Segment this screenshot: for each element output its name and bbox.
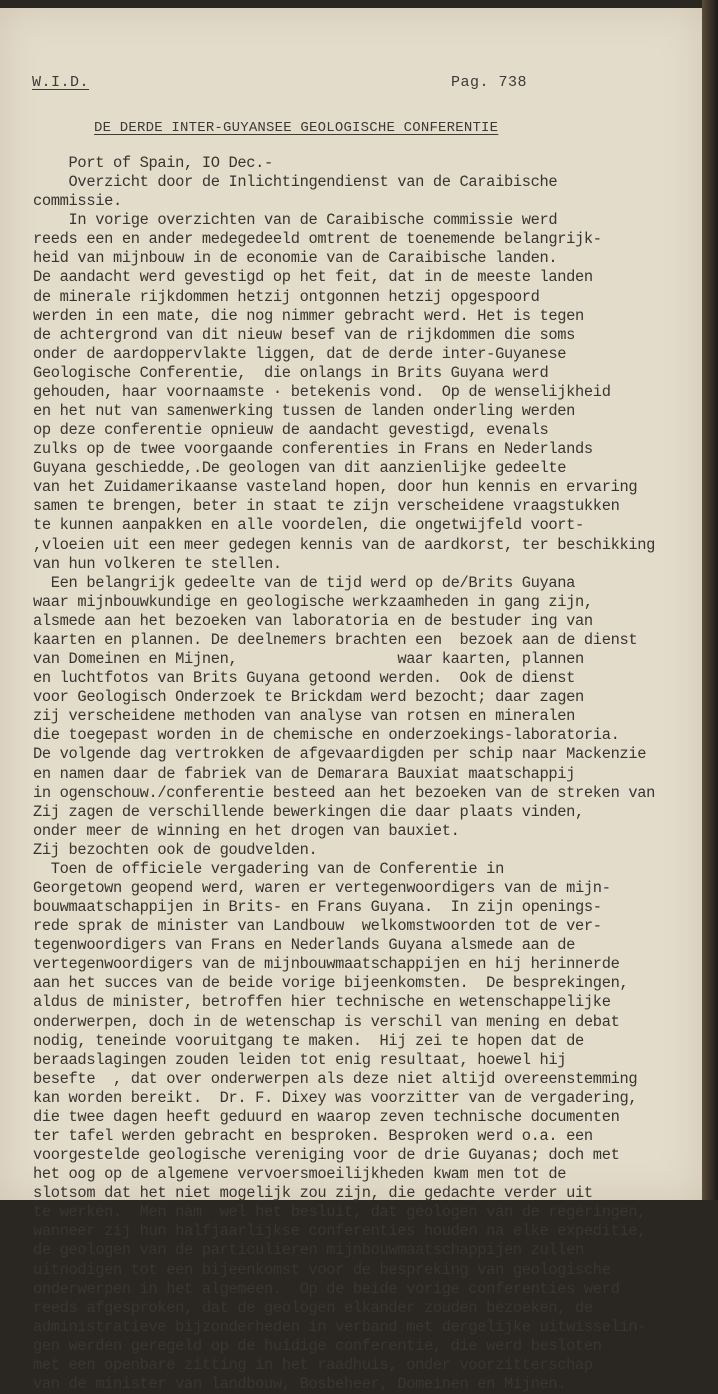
text-line: waar mijnbouwkundige en geologische werkzaamheden in gang zijn, <box>33 592 593 611</box>
text-line: aldus de minister, betroffen hier technische en wetenschappelijke <box>33 993 611 1012</box>
text-line: te kunnen aanpakken en alle voordelen, die ongetwijfeld voort- <box>33 516 584 535</box>
text-line: samen te brengen, beter in staat te zijn verscheidene vraagstukken <box>33 497 620 516</box>
text-line: kan worden bereikt. Dr. F. Dixey was voorzitter van de vergadering, <box>33 1088 638 1107</box>
text-line: zij verscheidene methoden van analyse van rotsen en mineralen <box>33 707 576 726</box>
text-line: van hun volkeren te stellen. <box>33 554 282 573</box>
text-line: reeds afgesproken, dat de geologen elkander zouden bezoeken, de <box>33 1298 593 1317</box>
text-line: aan het succes van de beide vorige bijeenkomsten. De besprekingen, <box>33 974 629 993</box>
text-line: zulks op de twee voorgaande conferenties in Frans en Nederlands <box>33 440 593 459</box>
text-line: en luchtfotos van Brits Guyana getoond werden. Ook de dienst <box>33 669 576 688</box>
text-line: onderwerpen, doch in de wetenschap is verschil van mening en debat <box>33 1012 620 1031</box>
text-line: Een belangrijk gedeelte van de tijd werd op de/Brits Guyana <box>33 573 576 592</box>
text-line: gen werden geregeld op de huidige conferentie, die werd besloten <box>33 1336 602 1355</box>
text-line: voorgestelde geologische vereniging voor de drie Guyanas; doch met <box>33 1146 620 1165</box>
text-line: In vorige overzichten van de Caraibische commissie werd <box>33 211 558 230</box>
text-line: van Domeinen en Mijnen, waar kaarten, plannen <box>33 650 584 669</box>
text-line: reeds een en ander medegedeeld omtrent de toenemende belangrijk- <box>33 230 602 249</box>
text-line: commissie. <box>33 192 122 211</box>
text-line: alsmede aan het bezoeken van laboratoria en de bestuder ing van <box>33 611 593 630</box>
text-line: vertegenwoordigers van de mijnbouwmaatschappijen en hij herinnerde <box>33 955 620 974</box>
text-line: voor Geologisch Onderzoek te Brickdam werd bezocht; daar zagen <box>33 688 584 707</box>
text-line: Port of Spain, IO Dec.- <box>33 154 273 172</box>
text-line: en het nut van samenwerking tussen de landen onderling werden <box>33 402 576 421</box>
text-line: op deze conferentie opnieuw de aandacht gevestigd, evenals <box>33 421 549 440</box>
text-line: te werken. Men nam wel het besluit, dat geologen van de regeringen, <box>33 1203 647 1222</box>
text-line: de achtergrond van dit nieuw besef van de rijkdommen die soms <box>33 325 576 344</box>
text-line: de geologen van de particulieren mijnbouwmaatschappijen zullen <box>33 1241 584 1260</box>
text-line: die twee dagen heeft geduurd en waarop zeven technische documenten <box>33 1107 620 1126</box>
text-line: gehouden, haar voornaamste · betekenis vond. Op de wenselijkheid <box>33 382 611 401</box>
page-edge <box>702 0 718 1200</box>
text-line: en namen daar de fabriek van de Demarara Bauxiat maatschappij <box>33 764 576 783</box>
text-line: werden in een mate, die nog nimmer gebracht werd. Het is tegen <box>33 306 584 325</box>
text-line: wanneer zij hun halfjaarlijkse conferenties houden na elke expeditie, <box>33 1222 647 1241</box>
text-line: Toen de officiele vergadering van de Conferentie in <box>33 859 504 878</box>
text-line: onderwerpen in het algemeen. Op de beide vorige conferenties werd <box>33 1279 620 1298</box>
text-line: slotsom dat het niet mogelijk zou zijn, die gedachte verder uit <box>33 1184 593 1203</box>
text-line: Georgetown geopend werd, waren er vertegenwoordigers van de mijn- <box>33 878 611 897</box>
text-line: Overzicht door de Inlichtingendienst van de Caraibische <box>33 173 558 192</box>
text-line: De volgende dag vertrokken de afgevaardigden per schip naar Mackenzie <box>33 745 647 764</box>
text-line: tegenwoordigers van Frans en Nederlands Guyana alsmede aan de <box>33 936 576 955</box>
text-line: met een openbare zitting in het raadhuis, onder voorzitterschap <box>33 1355 593 1374</box>
text-line: Geologische Conferentie, die onlangs in Brits Guyana werd <box>33 363 549 382</box>
text-line: nodig, teneinde vooruitgang te maken. Hij zei te hopen dat de <box>33 1031 584 1050</box>
text-line: die toegepast worden in de chemische en onderzoekings-laboratoria. <box>33 726 620 745</box>
text-line: ,vloeien uit een meer gedegen kennis van de aardkorst, ter beschikking <box>33 535 656 554</box>
text-line: De aandacht werd gevestigd op het feit, dat in de meeste landen <box>33 268 593 287</box>
page-header <box>0 74 702 94</box>
text-line: in ogenschouw./conferentie besteed aan het bezoeken van de streken van <box>33 783 656 802</box>
text-line: rede sprak de minister van Landbouw welkomstwoorden tot de ver- <box>33 917 602 936</box>
text-line: kaarten en plannen. De deelnemers brachten een bezoek aan de dienst <box>33 630 638 649</box>
text-line: administratieve bijzonderheden in verband met dergelijke uitwisselin- <box>33 1317 647 1336</box>
text-line: de minerale rijkdommen hetzij ontgonnen hetzij opgespoord <box>33 287 540 306</box>
text-line: onder de aardoppervlakte liggen, dat de derde inter-Guyanese <box>33 344 567 363</box>
text-line: Guyana geschiedde,.De geologen van dit aanzienlijke gedeelte <box>33 459 567 478</box>
text-line: onder meer de winning en het drogen van bauxiet. <box>33 821 460 840</box>
article-title: DE DERDE INTER-GUYANSEE GEOLOGISCHE CONFERENTIE <box>94 120 499 136</box>
publication-code: W.I.D. <box>32 74 90 91</box>
text-line: uitnodigen tot een bijeenkomst voor de bespreking van geologische <box>33 1260 611 1279</box>
text-line: besefte , dat over onderwerpen als deze niet altijd overeenstemming <box>33 1069 638 1088</box>
text-line: ter tafel werden gebracht en besproken. Besproken werd o.a. een <box>33 1126 593 1145</box>
text-line: beraadslagingen zouden leiden tot enig resultaat, hoewel hij <box>33 1050 567 1069</box>
article-body <box>33 154 703 1394</box>
text-line: heid van mijnbouw in de economie van de Caraibische landen. <box>33 249 558 268</box>
text-line: bouwmaatschappijen in Brits- en Frans Guyana. In zijn openings- <box>33 898 602 917</box>
document-page <box>0 8 702 1393</box>
text-line: Zij bezochten ook de goudvelden. <box>33 840 318 859</box>
text-line: het oog op de algemene vervoersmoeilijkheden kwam men tot de <box>33 1165 567 1184</box>
text-line: Zij zagen de verschillende bewerkingen die daar plaats vinden, <box>33 802 584 821</box>
page-number: Pag. 738 <box>451 74 528 91</box>
text-line: van het Zuidamerikaanse vasteland hopen, door hun kennis en ervaring <box>33 478 638 497</box>
text-line: van de minister van landbouw, Bosbeheer, Domeinen en Mijnen. <box>33 1375 567 1393</box>
